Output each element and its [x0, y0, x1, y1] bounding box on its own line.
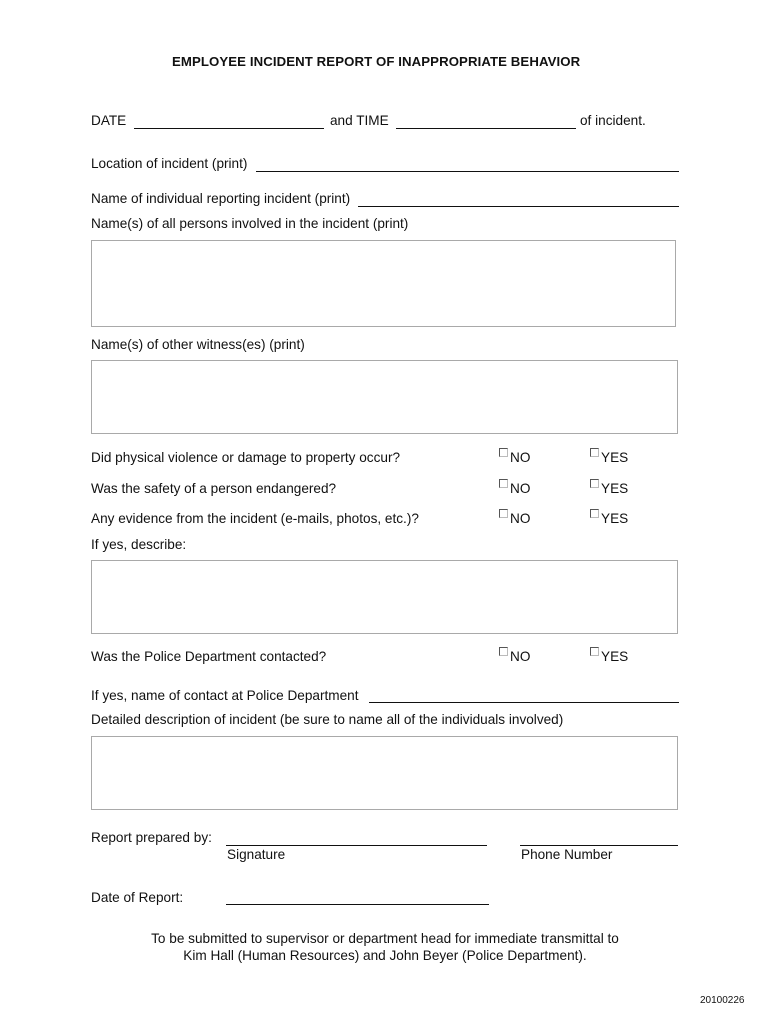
date-of-report-label: Date of Report:: [91, 890, 184, 905]
question-label: Was the safety of a person endangered?: [91, 481, 337, 496]
witness-box[interactable]: [91, 360, 678, 434]
witness-label: Name(s) of other witness(es) (print): [91, 337, 305, 352]
description-label: Detailed description of incident (be sure to name all of the individuals involved): [91, 712, 564, 727]
checkbox-icon[interactable]: [590, 479, 599, 488]
phone-label: Phone Number: [521, 847, 613, 862]
describe-box[interactable]: [91, 560, 678, 634]
signature-field[interactable]: [226, 845, 487, 846]
description-box[interactable]: [91, 736, 678, 810]
police-contact-field[interactable]: [369, 702, 679, 703]
checkbox-icon[interactable]: [590, 647, 599, 656]
question-1-yes-option[interactable]: YES: [590, 450, 628, 465]
describe-label: If yes, describe:: [91, 537, 187, 552]
date-of-report-field[interactable]: [226, 904, 489, 905]
police-contact-label: If yes, name of contact at Police Department: [91, 688, 359, 703]
checkbox-icon[interactable]: [499, 647, 508, 656]
footer-instruction-line1: To be submitted to supervisor or department head for immediate transmittal to: [151, 931, 619, 946]
question-2-no-option[interactable]: NO: [499, 481, 530, 496]
footer-instruction-line2: Kim Hall (Human Resources) and John Beyer (Police Department).: [183, 948, 587, 963]
page-title: EMPLOYEE INCIDENT REPORT OF INAPPROPRIATE BEHAVIOR: [172, 54, 581, 69]
time-label: and TIME: [330, 113, 389, 128]
reporter-field[interactable]: [358, 206, 679, 207]
phone-field[interactable]: [520, 845, 678, 846]
question-3-no-option[interactable]: NO: [499, 511, 530, 526]
checkbox-icon[interactable]: [499, 509, 508, 518]
question-label: Did physical violence or damage to property occur?: [91, 450, 401, 465]
location-field[interactable]: [256, 171, 679, 172]
police-question-label: Was the Police Department contacted?: [91, 649, 327, 664]
question-2-yes-option[interactable]: YES: [590, 481, 628, 496]
question-3-yes-option[interactable]: YES: [590, 511, 628, 526]
time-field[interactable]: [396, 128, 576, 129]
date-label: DATE: [91, 113, 127, 128]
location-label: Location of incident (print): [91, 156, 248, 171]
question-1-no-option[interactable]: NO: [499, 450, 530, 465]
police-no-option[interactable]: NO: [499, 649, 530, 664]
reporter-label: Name of individual reporting incident (print): [91, 191, 351, 206]
checkbox-icon[interactable]: [590, 509, 599, 518]
of-incident-label: of incident.: [580, 113, 646, 128]
document-code: 20100226: [700, 995, 745, 1006]
police-yes-option[interactable]: YES: [590, 649, 628, 664]
persons-involved-box[interactable]: [91, 240, 676, 327]
checkbox-icon[interactable]: [590, 448, 599, 457]
persons-label: Name(s) of all persons involved in the incident (print): [91, 216, 409, 231]
checkbox-icon[interactable]: [499, 479, 508, 488]
prepared-by-label: Report prepared by:: [91, 830, 212, 845]
date-field[interactable]: [134, 128, 324, 129]
checkbox-icon[interactable]: [499, 448, 508, 457]
signature-label: Signature: [227, 847, 286, 862]
question-label: Any evidence from the incident (e-mails, photos, etc.)?: [91, 511, 419, 526]
